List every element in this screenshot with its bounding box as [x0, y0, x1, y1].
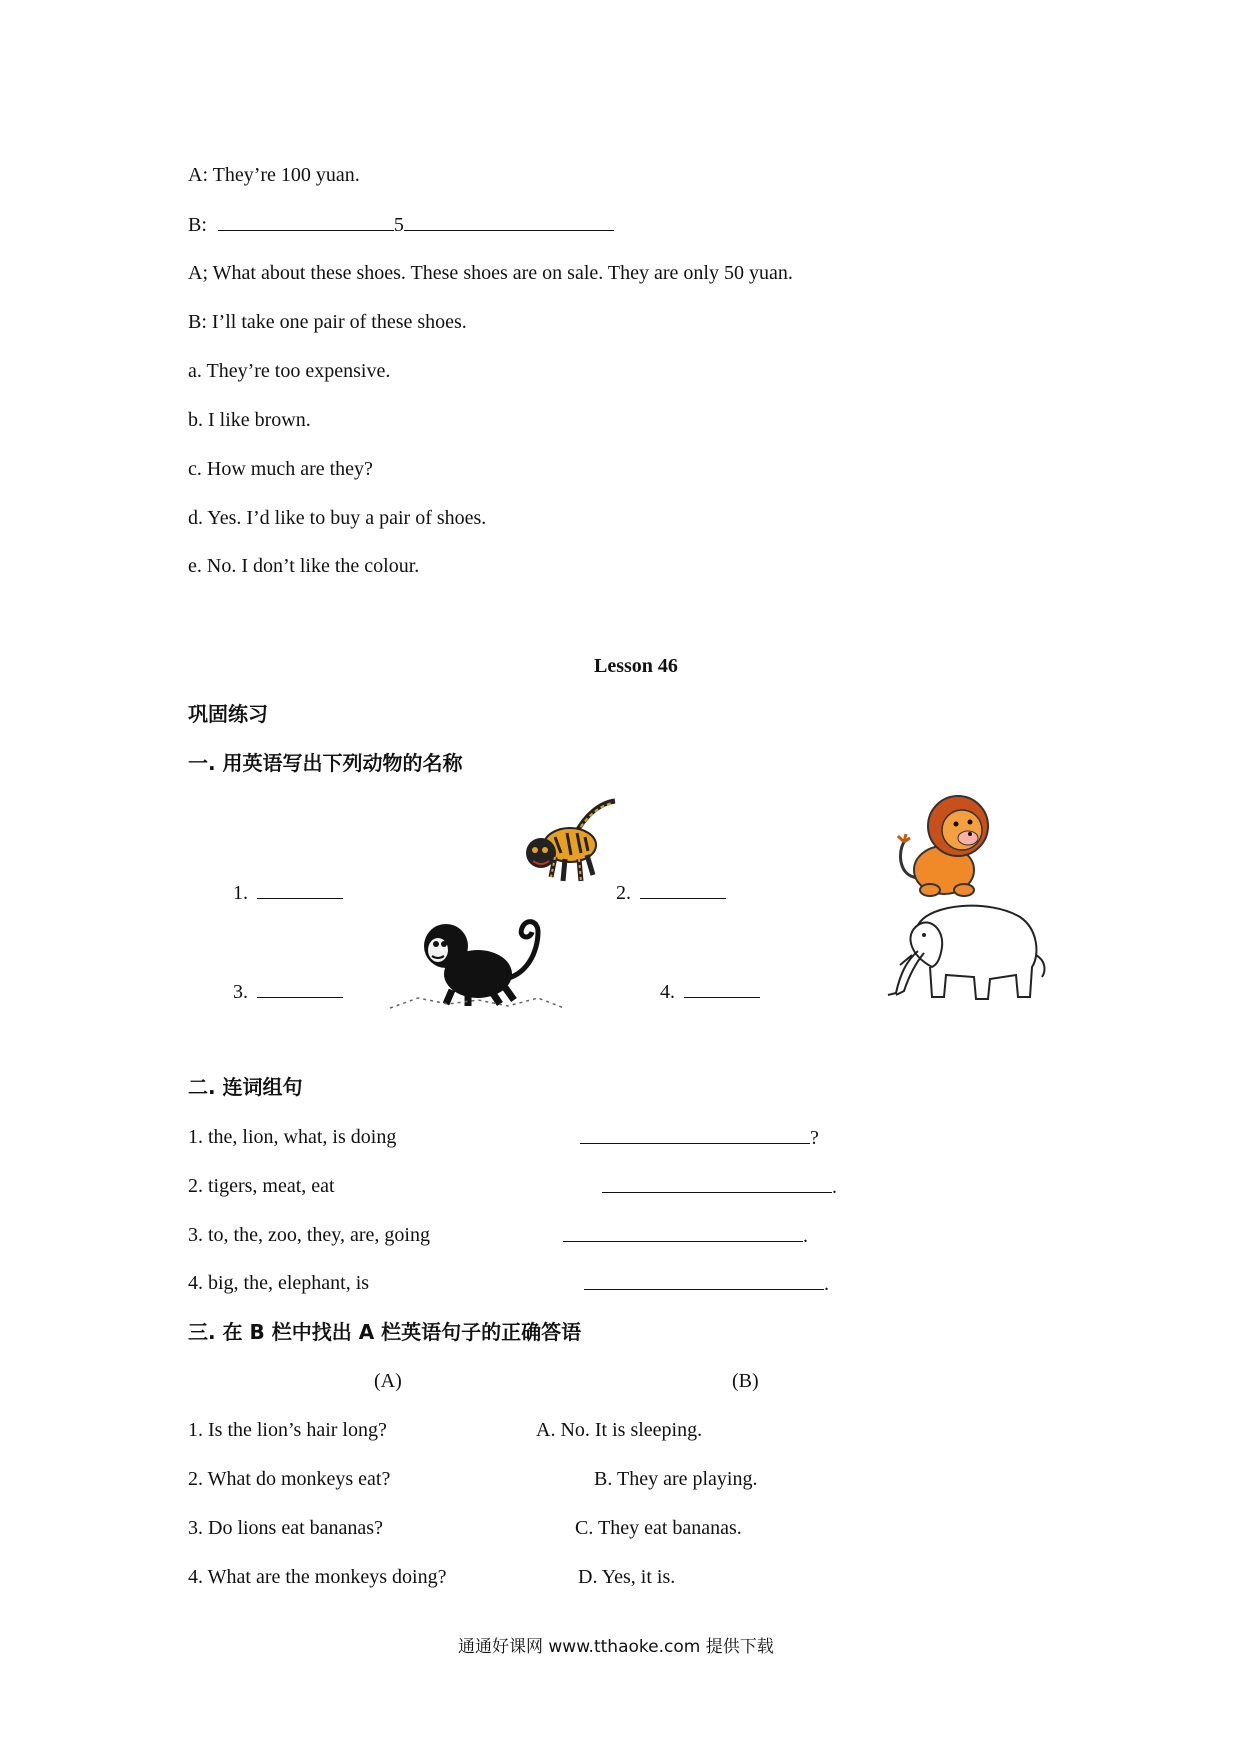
question-4: 4. What are the monkeys doing?: [188, 1566, 447, 1588]
practice-heading: 巩固练习: [188, 702, 268, 726]
reorder-item-2: 2. tigers, meat, eat: [188, 1175, 335, 1197]
question-1: 1. Is the lion’s hair long?: [188, 1419, 387, 1441]
section3-heading: 三. 在 B 栏中找出 A 栏英语句子的正确答语: [188, 1320, 582, 1344]
answer-a: A. No. It is sleeping.: [536, 1419, 703, 1441]
animal-item-1: [233, 880, 343, 905]
dialogue-line-b1: [188, 212, 614, 237]
lesson-title: Lesson 46: [594, 655, 678, 677]
option-c: c. How much are they?: [188, 458, 373, 480]
blank-number: 5: [393, 214, 404, 236]
item-number: 1.: [233, 882, 248, 904]
item-number: 4.: [660, 981, 675, 1003]
dialogue-line-b2: B: I’ll take one pair of these shoes.: [188, 311, 467, 333]
reorder-answer-3: [563, 1223, 808, 1248]
dialogue-line-a1: A: They’re 100 yuan.: [188, 164, 360, 186]
speaker-b-label: B:: [188, 214, 207, 236]
option-a: a. They’re too expensive.: [188, 360, 391, 382]
option-d: d. Yes. I’d like to buy a pair of shoes.: [188, 507, 487, 529]
section1-heading: 一. 用英语写出下列动物的名称: [188, 751, 463, 775]
end-punctuation: ?: [810, 1127, 819, 1149]
column-b-header: (B): [732, 1370, 759, 1392]
answer-blank[interactable]: [602, 1174, 832, 1193]
reorder-answer-4: [584, 1271, 829, 1296]
option-e: e. No. I don’t like the colour.: [188, 555, 420, 577]
reorder-answer-1: [580, 1125, 819, 1150]
item-number: 2.: [616, 882, 631, 904]
answer-blank[interactable]: [404, 212, 614, 231]
option-b: b. I like brown.: [188, 409, 311, 431]
tiger-icon: [515, 795, 619, 895]
column-a-header: (A): [374, 1370, 402, 1392]
answer-blank[interactable]: [584, 1271, 824, 1290]
question-3: 3. Do lions eat bananas?: [188, 1517, 383, 1539]
lion-icon: [890, 790, 1000, 900]
reorder-answer-2: [602, 1174, 837, 1199]
item-number: 3.: [233, 981, 248, 1003]
end-punctuation: .: [803, 1225, 808, 1247]
question-2: 2. What do monkeys eat?: [188, 1468, 391, 1490]
answer-blank[interactable]: [563, 1223, 803, 1242]
reorder-item-1: 1. the, lion, what, is doing: [188, 1126, 397, 1148]
monkey-icon: [388, 900, 568, 1012]
animal-item-4: [660, 979, 760, 1004]
answer-blank[interactable]: [257, 979, 343, 998]
reorder-item-3: 3. to, the, zoo, they, are, going: [188, 1224, 430, 1246]
animal-item-3: [233, 979, 343, 1004]
elephant-icon: [880, 895, 1050, 1007]
end-punctuation: .: [832, 1176, 837, 1198]
reorder-item-4: 4. big, the, elephant, is: [188, 1272, 370, 1294]
end-punctuation: .: [824, 1273, 829, 1295]
dialogue-line-a2: A; What about these shoes. These shoes are on sale. They are only 50 yuan.: [188, 262, 793, 284]
answer-d: D. Yes, it is.: [578, 1566, 676, 1588]
answer-blank[interactable]: [257, 880, 343, 899]
answer-c: C. They eat bananas.: [575, 1517, 742, 1539]
section2-heading: 二. 连词组句: [188, 1075, 303, 1099]
answer-b: B. They are playing.: [594, 1468, 758, 1490]
answer-blank[interactable]: [218, 212, 394, 231]
answer-blank[interactable]: [684, 979, 760, 998]
page-footer: 通通好课网 www.tthaoke.com 提供下载: [458, 1637, 774, 1657]
answer-blank[interactable]: [640, 880, 726, 899]
animal-item-2: [616, 880, 726, 905]
answer-blank[interactable]: [580, 1125, 810, 1144]
